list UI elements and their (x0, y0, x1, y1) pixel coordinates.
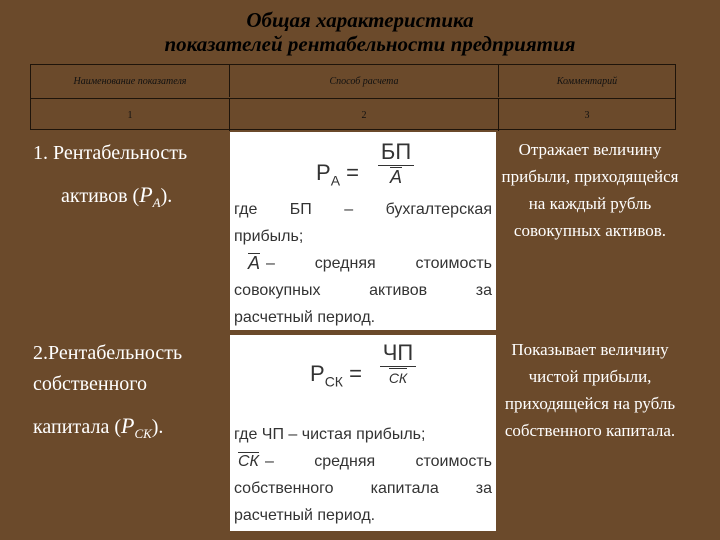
formula-denominator: СК (388, 370, 408, 386)
indicator-name-line: 1. Рентабельность (33, 142, 188, 164)
title-line-2: показателей рентабельности предприятия (164, 32, 576, 56)
column-number-1: 1 (31, 99, 230, 131)
formula-description-assets: где БП – бухгалтерская прибыль; A – средняя стоимость совокупных активов за расчетный период. (234, 201, 492, 326)
comment-assets: Отражает величину прибыли, приходящейся на каждый рубль совокупных активов. (501, 140, 679, 240)
comment-equity: Показывает величину чистой прибыли, приходящейся на рубль собственного капитала. (504, 340, 676, 440)
indicator-name-assets (33, 138, 187, 218)
formula-denominator: A (389, 167, 402, 187)
table-header (30, 64, 676, 130)
formula-lhs: $Р_А$ = (316, 160, 360, 189)
average-assets-symbol: A (248, 253, 261, 273)
formula-numerator: БП (380, 139, 412, 164)
average-equity-symbol: СК (238, 453, 259, 470)
fraction-bar (378, 165, 414, 166)
title-line-1: Общая характеристика (246, 8, 474, 32)
column-number-2: 2 (230, 99, 499, 131)
calculation-panel-equity (230, 335, 496, 531)
formula-lhs: $Р_{СК}$ = (310, 361, 362, 390)
formula-fraction (378, 140, 414, 186)
header-comment: Комментарий (556, 75, 618, 87)
formula-equity (230, 335, 496, 405)
column-number-row (31, 98, 675, 131)
calculation-panel-assets (230, 132, 496, 330)
header-indicator-name: Наименование показателя (31, 65, 230, 97)
formula-description-equity: где ЧП – чистая прибыль; СК – средняя стоимость собственного капитала за расчетный период. (234, 426, 492, 524)
slide-title (0, 8, 720, 56)
indicator-name-line: активов $(Р_А)$. (61, 182, 173, 210)
formula-numerator: ЧП (382, 340, 414, 365)
header-row (31, 65, 675, 97)
indicator-name-equity: 2.Рентабельность собственного капитала $(Р_{СК})$. (33, 342, 183, 441)
formula-assets (230, 132, 496, 204)
formula-fraction (380, 341, 416, 387)
fraction-bar (380, 366, 416, 367)
header-calculation-method: Способ расчета (230, 65, 499, 97)
column-number-3: 3 (584, 109, 590, 121)
